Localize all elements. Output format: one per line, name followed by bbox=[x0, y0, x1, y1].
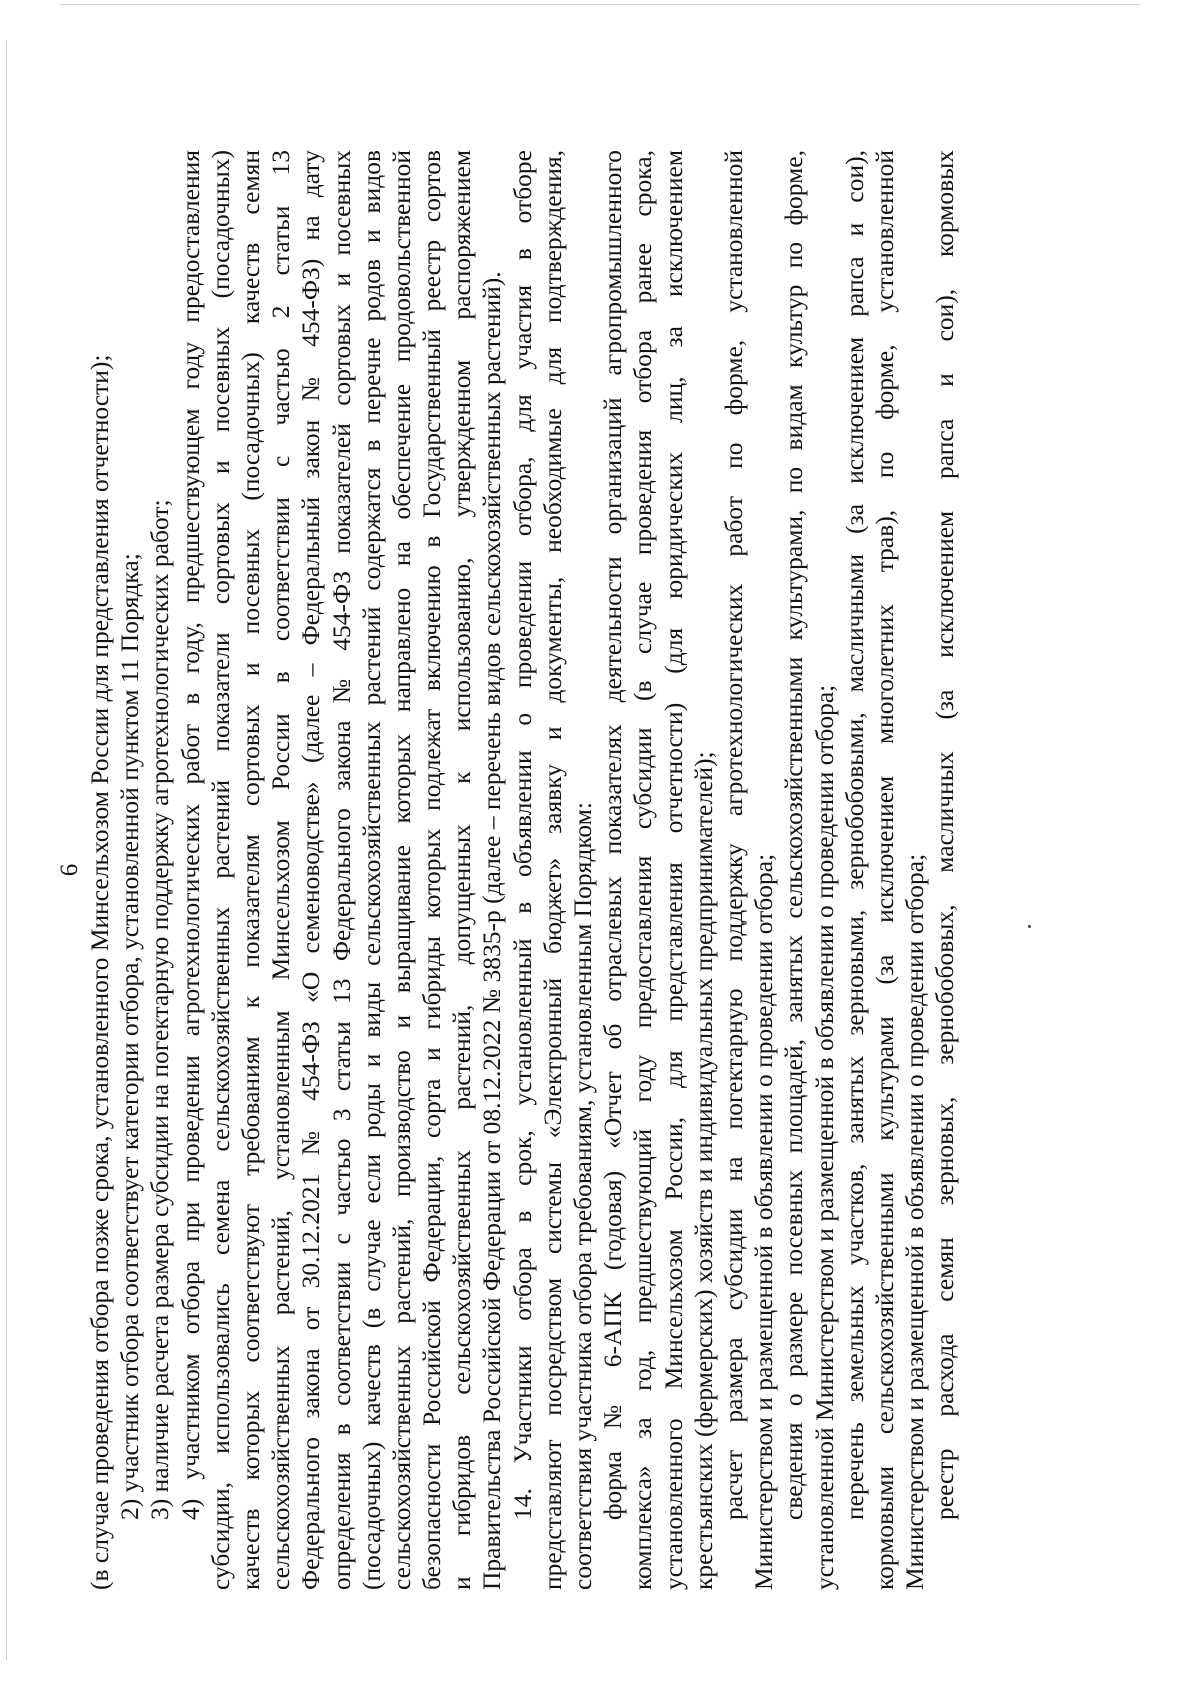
text-line: (посадочных) качеств (в случае если роды и виды сельскохозяйственных растений содержатся в перечне родов и видов bbox=[356, 150, 386, 1590]
text-line: Министерством и размещенной в объявлении о проведении отбора; bbox=[749, 853, 779, 1590]
document-page bbox=[56, 150, 1115, 1590]
text-line: определения в соответствии с частью 3 статьи 13 Федерального закона № 454-ФЗ показателей сортовых и посевных bbox=[326, 150, 356, 1590]
text-line: 4) участником отбора при проведении агротехнологических работ в году, предшествующем году предоставления bbox=[175, 150, 205, 1520]
text-line: Правительства Российской Федерации от 08.12.2022 № 3835-р (далее – перечень видов сельскохозяйственных растений). bbox=[477, 271, 507, 1590]
text-line: качеств которых соответствуют требованиям к показателям сортовых и посевных (посадочных) качеств семян bbox=[235, 150, 265, 1590]
text-line: Министерством и размещенной в объявлении о проведении отбора; bbox=[900, 853, 930, 1590]
text-line: безопасности Российской Федерации, сорта и гибриды которых подлежат включению в Государственный реестр сортов bbox=[417, 150, 447, 1590]
text-line: сведения о размере посевных площадей, занятых сельскохозяйственными культурами, по видам культур по форме, bbox=[779, 150, 809, 1520]
text-line: расчет размера субсидии на погектарную поддержку агротехнологических работ по форме, установленной bbox=[718, 150, 748, 1520]
text-line: сельскохозяйственных растений, установленным Минсельхозом России в соответствии с частью 2 статьи 13 bbox=[266, 150, 296, 1590]
text-line: 3) наличие расчета размера субсидии на погектарную поддержку агротехнологических работ; bbox=[145, 499, 175, 1520]
page-number: 6 bbox=[56, 863, 83, 877]
text-line: 14. Участники отбора в срок, установленный в объявлении о проведении отбора, для участия в отборе bbox=[507, 150, 537, 1520]
scan-edge-left bbox=[6, 40, 7, 1660]
text-line: перечень земельных участков, занятых зерновыми, зернобобовыми, масличными (за исключением рапса и сои), bbox=[839, 150, 869, 1520]
document-body bbox=[85, 150, 960, 1590]
text-line: и гибридов сельскохозяйственных растений, допущенных к использованию, утвержденном распоряжением bbox=[447, 150, 477, 1590]
text-line: представляют посредством системы «Электронный бюджет» заявку и документы, необходимые для подтверждения, bbox=[537, 150, 567, 1590]
text-line: соответствия участника отбора требованиям, установленным Порядком: bbox=[568, 802, 597, 1590]
text-line: реестр расхода семян зерновых, зернобобовых, масличных (за исключением рапса и сои), кормовых bbox=[930, 150, 960, 1520]
text-line: форма № 6-АПК (годовая) «Отчет об отраслевых показателях деятельности организаций агропромышленного bbox=[598, 150, 628, 1520]
text-line: сельскохозяйственных растений, производство и выращивание которых направлено на обеспечение продовольственной bbox=[386, 150, 416, 1590]
text-line: (в случае проведения отбора позже срока, установленного Минсельхозом России для представления отчетности); bbox=[85, 354, 114, 1590]
text-line: кормовыми сельскохозяйственными культурами (за исключением многолетних трав), по форме, установленной bbox=[869, 150, 899, 1590]
text-line: 2) участник отбора соответствует категории отбора, установленной пунктом 11 Порядка; bbox=[115, 553, 145, 1520]
text-line: Федерального закона от 30.12.2021 № 454-ФЗ «О семеноводстве» (далее – Федеральный закон № 454-ФЗ) на дату bbox=[296, 150, 326, 1590]
text-line: субсидии, использовались семена сельскохозяйственных растений показатели сортовых и посевных (посадочных) bbox=[205, 150, 235, 1590]
text-line: крестьянских (фермерских) хозяйств и индивидуальных предпринимателей); bbox=[688, 751, 718, 1590]
text-line: установленной Министерством и размещенной в объявлении о проведении отбора; bbox=[809, 684, 839, 1590]
text-line: комплекса» за год, предшествующий году предоставления субсидии (в случае проведения отбора ранее срока, bbox=[628, 150, 658, 1590]
scan-edge-top bbox=[60, 4, 1140, 5]
text-line: установленного Минсельхозом России, для представления отчетности) (для юридических лиц, за исключением bbox=[658, 150, 688, 1590]
